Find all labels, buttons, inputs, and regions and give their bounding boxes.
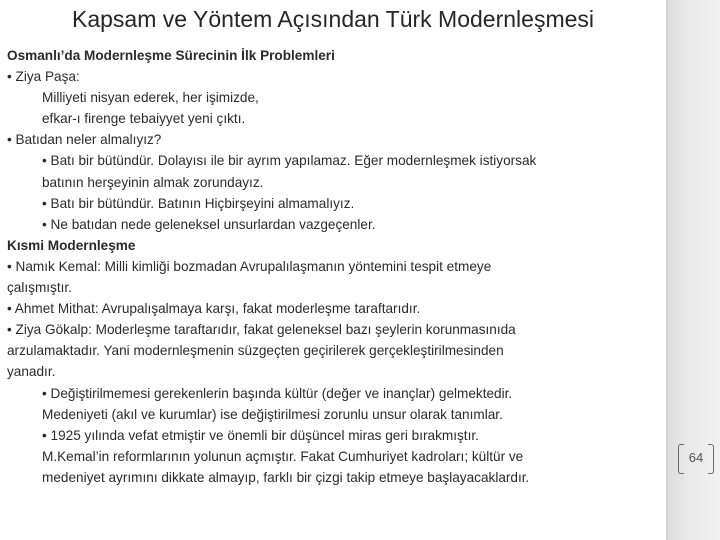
sub-bullet-line: M.Kemal’in reformlarının yolunun açmıştır. Fakat Cumhuriyet kadroları; kültür ve (42, 448, 524, 464)
sub-bullet-line: • Batı bir bütündür. Batının Hiçbirşeyini almamalıyız. (42, 195, 355, 211)
sub-bullet-line: • Ne batıdan nede geleneksel unsurlardan vazgeçenler. (42, 216, 376, 232)
bullet-line: • Ziya Gökalp: Moderleşme taraftarıdır, fakat geleneksel bazı şeylerin korunmasınıda (7, 322, 516, 338)
slide-title: Kapsam ve Yöntem Açısından Türk Modernleşmesi (71, 6, 594, 32)
bullet-line: • Batıdan neler almalıyız? (7, 132, 162, 148)
bullet-line: arzulamaktadır. Yani modernleşmenin süzgeçten geçirilerek gerçekleştirilmesinden (7, 343, 504, 359)
quote-line: efkar-ı firenge tebaiyyet yeni çıktı. (42, 111, 246, 127)
sub-bullet-line: • Değiştirilmemesi gerekenlerin başında kültür (değer ve inançlar) gelmektedir. (42, 385, 513, 401)
slide-body (7, 45, 662, 488)
bullet-line: • Ahmet Mithat: Avrupalışalmaya karşı, fakat moderleşme taraftarıdır. (7, 301, 421, 317)
sub-bullet-line: medeniyet ayrımını dikkate almayıp, farklı bir çizgi takip etmeye başlayacaklardır. (42, 469, 530, 485)
section-heading: Kısmi Modernleşme (7, 237, 136, 253)
page-number-badge (678, 444, 714, 474)
bullet-line: yanadır. (7, 364, 56, 380)
page-number: 64 (688, 450, 704, 465)
bullet-line: çalışmıştır. (7, 280, 72, 296)
sub-bullet-line: batının herşeyinin almak zorundayız. (42, 174, 264, 190)
bullet-line: • Ziya Paşa: (7, 69, 80, 85)
sub-bullet-line: Medeniyeti (akıl ve kurumlar) ise değiştirilmesi zorunlu unsur olarak tanımlar. (42, 406, 503, 422)
quote-line: Milliyeti nisyan ederek, her işimizde, (42, 90, 259, 106)
bullet-line: • Namık Kemal: Milli kimliği bozmadan Avrupalılaşmanın yöntemini tespit etmeye (7, 258, 492, 274)
section-heading: Osmanlı’da Modernleşme Sürecinin İlk Problemleri (7, 48, 335, 63)
sub-bullet-line: • Batı bir bütündür. Dolayısı ile bir ayrım yapılamaz. Eğer modernleşmek istiyorsak (42, 153, 537, 169)
sub-bullet-line: • 1925 yılında vefat etmiştir ve önemli bir düşüncel miras geri bırakmıştır. (42, 427, 479, 443)
